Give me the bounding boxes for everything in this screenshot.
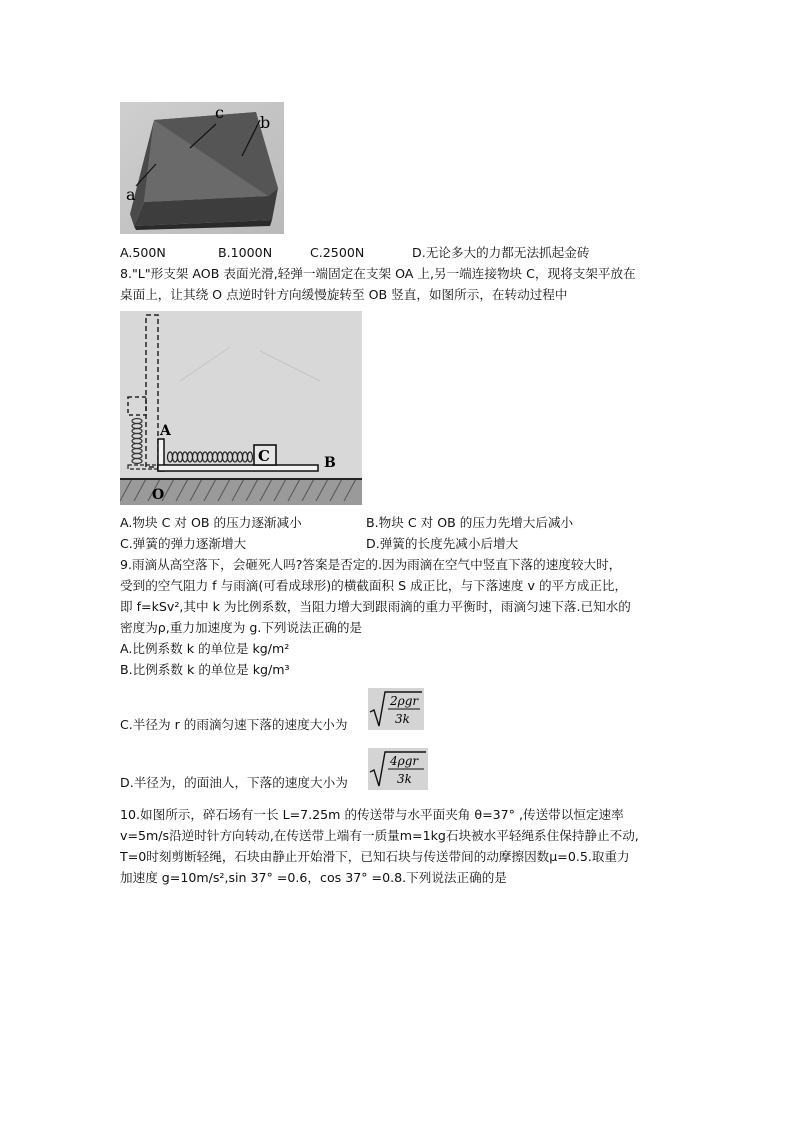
q8-option-b: B.物块 C 对 OB 的压力先增大后减小 [366,515,574,530]
q8-option-a: A.物块 C 对 OB 的压力逐渐减小 [120,515,302,530]
q7-option-a: A.500N [120,245,166,260]
q9-option-d: D.半径为，的面油人，下落的速度大小为 [120,775,348,790]
formula-c-denominator: 3k [395,712,410,726]
q9-option-a: A.比例系数 k 的单位是 kg/m² [120,641,290,656]
q8-option-d: D.弹簧的长度先减小后增大 [366,536,519,551]
q10-stem-line-1: 10.如图所示，碎石场有一长 L=7.25m 的传送带与水平面夹角 θ=37° ,传送带以恒定速率 [120,807,624,822]
label-block-c: C [258,447,270,465]
formula-c-numerator: 2ρgr [390,694,419,708]
q9-stem-line-4: 密度为ρ,重力加速度为 g.下列说法正确的是 [120,620,363,635]
q9-option-b: B.比例系数 k 的单位是 kg/m³ [120,662,290,677]
label-o: O [152,487,165,503]
formula-c-image [368,688,424,730]
q8-stem-line-2: 桌面上，让其绕 O 点逆时针方向缓慢旋转至 OB 竖直，如图所示，在转动过程中 [120,287,568,302]
q8-stem-line-1: 8."L"形支架 AOB 表面光滑,轻弹一端固定在支架 OA 上,另一端连接物块 C，现将支架平放在 [120,266,636,281]
label-b: b [260,113,271,132]
q7-option-b: B.1000N [218,245,273,260]
l-bracket-photo [120,311,362,505]
q10-stem-line-4: 加速度 g=10m/s²,sin 37° =0.6，cos 37° =0.8.下列说法正确的是 [120,870,507,885]
label-a: a [126,185,136,204]
label-a: A [160,423,171,439]
formula-d-image [368,748,428,790]
label-c: c [215,103,224,122]
q10-stem-line-2: v=5m/s沿逆时针方向转动,在传送带上端有一质量m=1kg石块被水平轻绳系住保持静止不动, [120,828,639,843]
q7-option-d: D.无论多大的力都无法抓起金砖 [412,245,590,260]
q9-stem-line-1: 9.雨滴从高空落下，会砸死人吗?答案是否定的.因为雨滴在空气中竖直下落的速度较大时， [120,557,622,572]
label-b: B [324,455,336,471]
q8-option-c: C.弹簧的弹力逐渐增大 [120,536,247,551]
q9-option-c: C.半径为 r 的雨滴匀速下落的速度大小为 [120,717,348,732]
q9-stem-line-2: 受到的空气阻力 f 与雨滴(可看成球形)的横截面积 S 成正比，与下落速度 v 的平方成正比， [120,578,628,593]
q10-stem-line-3: T=0时刻剪断轻绳，石块由静止开始滑下，已知石块与传送带间的动摩擦因数μ=0.5.取重力 [120,849,630,864]
q9-stem-line-3: 即 f=kSv²,其中 k 为比例系数，当阻力增大到跟雨滴的重力平衡时，雨滴匀速下落.已知水的 [120,599,631,614]
gold-brick-photo [120,102,284,234]
formula-d-numerator: 4ρgr [390,754,419,768]
q7-option-c: C.2500N [310,245,365,260]
formula-d-denominator: 3k [397,772,412,786]
